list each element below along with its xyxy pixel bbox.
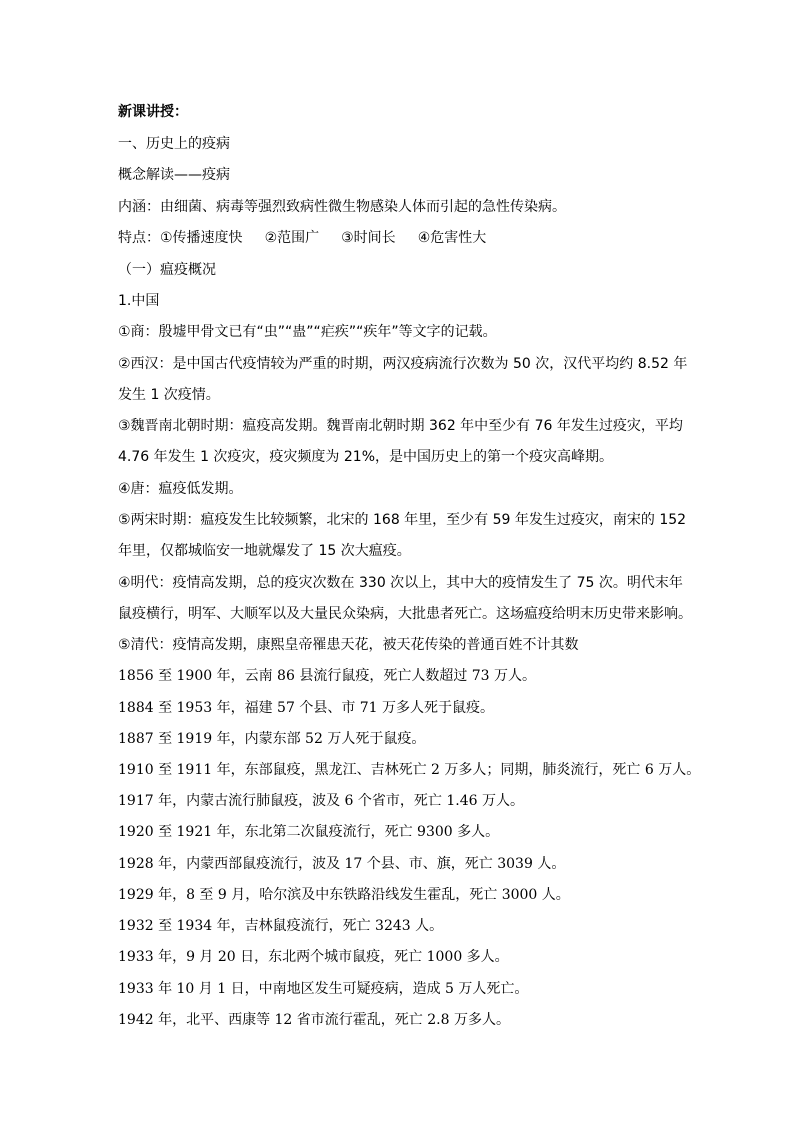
feature-item: ④危害性大 — [417, 230, 487, 246]
lesson-heading: 新课讲授： — [118, 104, 188, 120]
event-item: 1917 年，内蒙古流行肺鼠疫，波及 6 个省市，死亡 1.46 万人。 — [118, 793, 524, 809]
paragraph-ming-line1: ④明代：疫情高发期，总的疫灾次数在 330 次以上，其中大的疫情发生了 75 次。明代末年 — [118, 575, 683, 591]
section-title: 一、历史上的疫病 — [118, 136, 230, 152]
event-item: 1928 年，内蒙西部鼠疫流行，波及 17 个县、市、旗，死亡 3039 人。 — [118, 856, 566, 872]
event-item: 1920 至 1921 年，东北第二次鼠疫流行，死亡 9300 多人。 — [118, 824, 500, 840]
paragraph-qing: ⑤清代：疫情高发期，康熙皇帝罹患天花，被天花传染的普通百姓不计其数 — [118, 637, 579, 653]
feature-item: ③时间长 — [341, 230, 396, 246]
paragraph-shang: ①商：殷墟甲骨文已有“虫”“蛊”“疟疾”“疾年”等文字的记载。 — [118, 324, 497, 340]
country-title: 1.中国 — [118, 293, 160, 309]
feature-item: ①传播速度快 — [160, 230, 243, 246]
event-item: 1887 至 1919 年，内蒙东部 52 万人死于鼠疫。 — [118, 731, 426, 747]
concept-title: 概念解读——疫病 — [118, 167, 230, 183]
paragraph-xihan-line1: ②西汉：是中国古代疫情较为严重的时期，两汉疫病流行次数为 50 次，汉代平均约 8.52 年 — [118, 356, 688, 372]
paragraph-song-line1: ⑤两宋时期：瘟疫发生比较频繁，北宋的 168 年里，至少有 59 年发生过疫灾，南宋的 152 — [118, 512, 687, 528]
paragraph-ming-line2: 鼠疫横行，明军、大顺军以及大量民众染病，大批患者死亡。这场瘟疫给明末历史带来影响。 — [118, 606, 692, 622]
event-item: 1910 至 1911 年，东部鼠疫，黑龙江、吉林死亡 2 万多人；同期，肺炎流行，死亡 6 万人。 — [118, 762, 701, 778]
feature-item: ②范围广 — [264, 230, 320, 246]
features-label: 特点： — [118, 230, 160, 246]
subsection-title: （一）瘟疫概况 — [118, 262, 216, 278]
event-item: 1932 至 1934 年，吉林鼠疫流行，死亡 3243 人。 — [118, 918, 444, 934]
event-item: 1942 年，北平、西康等 12 省市流行霍乱，死亡 2.8 万多人。 — [118, 1012, 510, 1028]
event-item: 1884 至 1953 年，福建 57 个县、市 71 万多人死于鼠疫。 — [118, 700, 495, 716]
event-item: 1933 年 10 月 1 日，中南地区发生可疑疫病，造成 5 万人死亡。 — [118, 981, 529, 997]
paragraph-weijin-line2: 4.76 年发生 1 次疫灾，疫灾频度为 21%，是中国历史上的第一个疫灾高峰期。 — [118, 449, 613, 465]
paragraph-xihan-line2: 发生 1 次疫情。 — [118, 387, 220, 403]
definition-text: 内涵：由细菌、病毒等强烈致病性微生物感染人体而引起的急性传染病。 — [118, 199, 566, 215]
paragraph-weijin-line1: ③魏晋南北朝时期：瘟疫高发期。魏晋南北朝时期 362 年中至少有 76 年发生过疫灾，平均 — [118, 418, 683, 434]
features-line — [118, 230, 486, 246]
event-item: 1933 年，9 月 20 日，东北两个城市鼠疫，死亡 1000 多人。 — [118, 949, 509, 965]
event-item: 1929 年，8 至 9 月，哈尔滨及中东铁路沿线发生霍乱，死亡 3000 人。 — [118, 887, 570, 903]
paragraph-song-line2: 年里，仅都城临安一地就爆发了 15 次大瘟疫。 — [118, 543, 411, 559]
event-item: 1856 至 1900 年，云南 86 县流行鼠疫，死亡人数超过 73 万人。 — [118, 668, 537, 684]
paragraph-tang: ④唐：瘟疫低发期。 — [118, 481, 243, 497]
